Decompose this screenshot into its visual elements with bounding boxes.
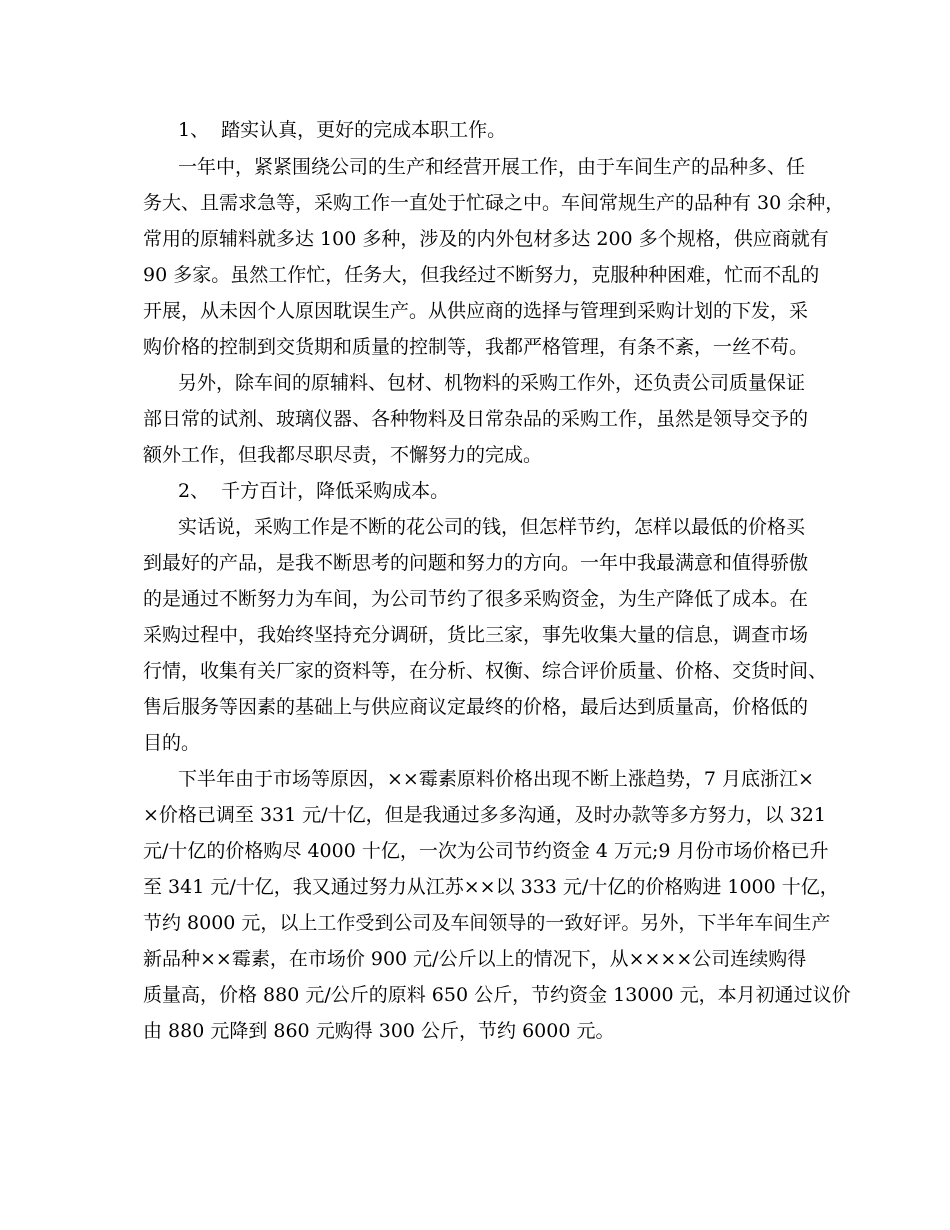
paragraph-line: 质量高，价格 880 元/公斤的原料 650 公斤，节约资金 13000 元，本月初通过议价 — [143, 984, 851, 1006]
paragraph-line: 采购过程中，我始终坚持充分调研，货比三家，事先收集大量的信息，调查市场 — [143, 624, 809, 646]
paragraph-line: 实话说，采购工作是不断的花公司的钱，但怎样节约，怎样以最低的价格买 — [178, 516, 806, 538]
paragraph-line: 下半年由于市场等原因，××霉素原料价格出现不断上涨趋势，7 月底浙江× — [178, 768, 814, 790]
paragraph-line: 到最好的产品，是我不断思考的问题和努力的方向。一年中我最满意和值得骄傲 — [143, 552, 809, 574]
paragraph-line: 另外，除车间的原辅料、包材、机物料的采购工作外，还负责公司质量保证 — [178, 372, 806, 394]
paragraph-line: 务大、且需求急等，采购工作一直处于忙碌之中。车间常规生产的品种有 30 余种， — [143, 192, 845, 214]
paragraph-line: 部日常的试剂、玻璃仪器、各种物料及日常杂品的采购工作，虽然是领导交予的 — [143, 408, 809, 430]
paragraph-line: 新品种××霉素，在市场价 900 元/公斤以上的情况下，从××××公司连续购得 — [143, 948, 807, 970]
paragraph-line: 一年中，紧紧围绕公司的生产和经营开展工作，由于车间生产的品种多、任 — [178, 156, 806, 178]
paragraph-line: 购价格的控制到交货期和质量的控制等，我都严格管理，有条不紊，一丝不苟。 — [143, 336, 809, 358]
paragraph-line: 的是通过不断努力为车间，为公司节约了很多采购资金，为生产降低了成本。在 — [143, 588, 809, 610]
paragraph-line: 节约 8000 元，以上工作受到公司及车间领导的一致好评。另外，下半年车间生产 — [143, 912, 831, 934]
paragraph-line: 售后服务等因素的基础上与供应商议定最终的价格，最后达到质量高，价格低的 — [143, 696, 809, 718]
paragraph-line: 由 880 元降到 860 元购得 300 公斤，节约 6000 元。 — [143, 1020, 615, 1042]
paragraph-line: 元/十亿的价格购尽 4000 十亿，一次为公司节约资金 4 万元;9 月份市场价格已升 — [143, 840, 829, 862]
paragraph-line: 至 341 元/十亿，我又通过努力从江苏××以 333 元/十亿的价格购进 1000 十亿， — [143, 876, 839, 898]
paragraph-line: ×价格已调至 331 元/十亿，但是我通过多多沟通，及时办款等多方努力，以 321 — [143, 804, 826, 826]
paragraph-line: 开展，从未因个人原因耽误生产。从供应商的选择与管理到采购计划的下发，采 — [143, 300, 809, 322]
paragraph-line: 额外工作，但我都尽职尽责，不懈努力的完成。 — [143, 444, 543, 466]
paragraph-line: 90 多家。虽然工作忙，任务大，但我经过不断努力，克服种种困难，忙而不乱的 — [143, 264, 820, 286]
paragraph-line: 常用的原辅料就多达 100 多种，涉及的内外包材多达 200 多个规格，供应商就有 — [143, 228, 829, 250]
heading-1: 1、 踏实认真，更好的完成本职工作。 — [178, 119, 507, 141]
paragraph-line: 目的。 — [143, 732, 201, 754]
paragraph-line: 行情，收集有关厂家的资料等，在分析、权衡、综合评价质量、价格、交货时间、 — [143, 660, 828, 682]
heading-2: 2、 千方百计，降低采购成本。 — [178, 480, 450, 502]
